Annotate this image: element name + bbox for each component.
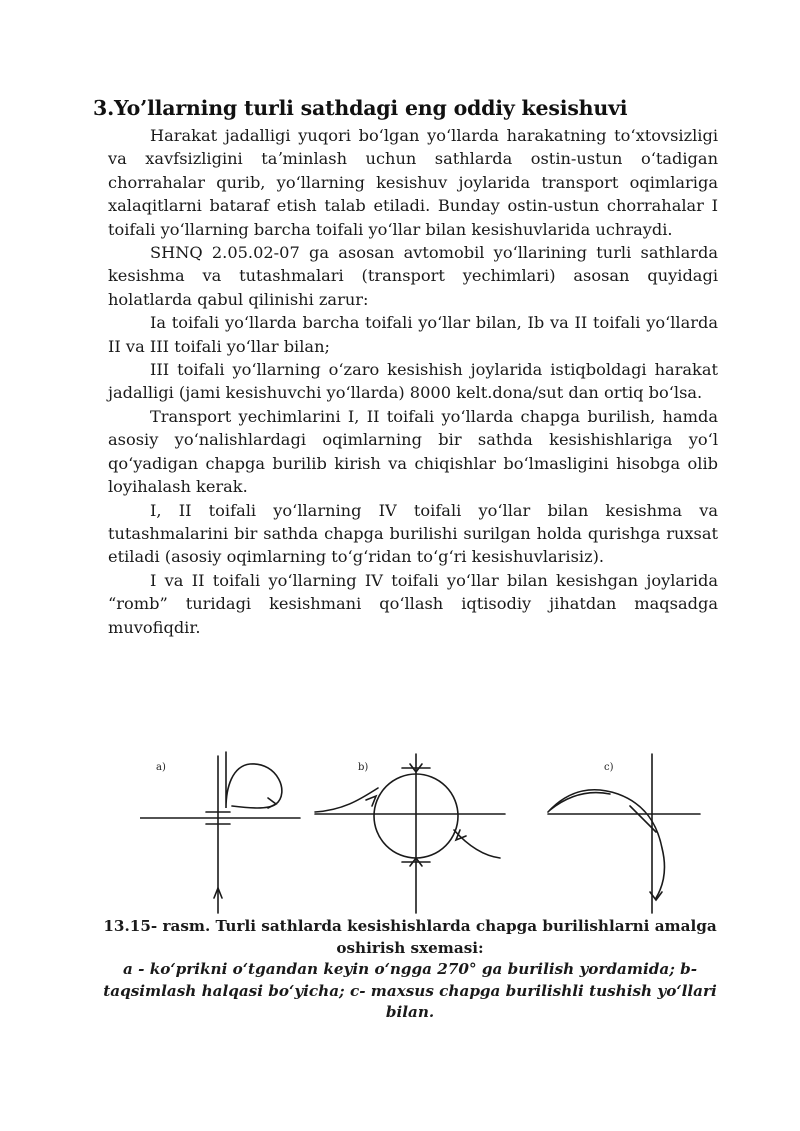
scheme-b-ramp-in	[315, 788, 378, 812]
scheme-b-ramp-out	[454, 830, 500, 858]
paragraph-4: III toifali yoʻllarning oʻzaro kesishish joylarida istiqboldagi harakat jadalligi (jami kesishuvchi yoʻllarda) 8000 kelt.dona/sut dan ortiq boʻlsa.	[108, 360, 718, 403]
caption-description: a - koʻprikni oʻtgandan keyin oʻngga 270° ga burilish yordamida; b- taqsimlash halqasi boʻyicha; c- maxsus chapga burilishli tushish yoʻllari bilan.	[103, 960, 717, 1021]
label-b: b)	[358, 762, 369, 773]
interchange-figure	[140, 748, 720, 918]
scheme-a-loop-ramp	[226, 752, 282, 808]
scheme-c-left-turn-ramps	[548, 754, 700, 913]
section-heading: 3.Yo’llarning turli sathdagi eng oddiy kesishuvi	[93, 96, 628, 120]
paragraph-3: Ia toifali yoʻllarda barcha toifali yoʻllar bilan, Ib va II toifali yoʻllarda II va III toifali yoʻllar bilan;	[108, 313, 718, 356]
figure-caption	[100, 916, 720, 1024]
paragraph-2: SHNQ 2.05.02-07 ga asosan avtomobil yoʻllarining turli sathlarda kesishma va tutashmalari (transport yechimlari) asosan quyidagi holatlarda qabul qilinishi zarur:	[108, 243, 718, 309]
scheme-b-roundabout-interchange	[315, 754, 505, 913]
label-c: c)	[604, 762, 614, 773]
label-a: a)	[156, 762, 166, 773]
paragraph-6: I, II toifali yoʻllarning IV toifali yoʻllar bilan kesishma va tutashmalarini bir sathda chapga burilishi surilgan holda qurishga ruxsat etiladi (asosiy oqimlarning toʻgʻridan toʻgʻri kesishuvlarisiz).	[108, 500, 718, 567]
scheme-c-left-turn-ramp	[548, 790, 664, 898]
paragraph-7: I va II toifali yoʻllarning IV toifali yoʻllar bilan kesishgan joylarida “romb” turidagi kesishmani qoʻllash iqtisodiy jihatdan maqsadga muvofiqdir.	[108, 570, 718, 637]
body-text	[108, 124, 718, 639]
paragraph-1: Harakat jadalligi yuqori boʻlgan yoʻllarda harakatning toʻxtovsizligi va xavfsizligini taʼminlash uchun sathlarda ostin-ustun oʻtadigan chorrahalar qurib, yoʻllarning kesishuv joylarida transport oqimlariga xalaqitlarni bataraf etish talab etiladi. Bunday ostin-ustun chorrahalar I toifali yoʻllarning barcha toifali yoʻllar bilan kesishuvlarida uchraydi.	[108, 126, 718, 239]
scheme-b-arrow-left-icon	[366, 796, 376, 806]
interchange-diagram	[140, 748, 720, 918]
scheme-a-loop-interchange	[140, 752, 300, 913]
paragraph-5: Transport yechimlarini I, II toifali yoʻllarda chapga burilish, hamda asosiy yoʻnalishlardagi oqimlarning bir sathda kesishishlariga yoʻl qoʻyadigan chapga burilib kirish va chiqishlar boʻlmasligini hisobga olib loyihalash kerak.	[108, 406, 718, 497]
scheme-b-arrow-right-icon	[456, 830, 466, 840]
caption-title: 13.15- rasm. Turli sathlarda kesishishlarda chapga burilishlarni amalga oshirish sxemasi:	[103, 917, 717, 957]
